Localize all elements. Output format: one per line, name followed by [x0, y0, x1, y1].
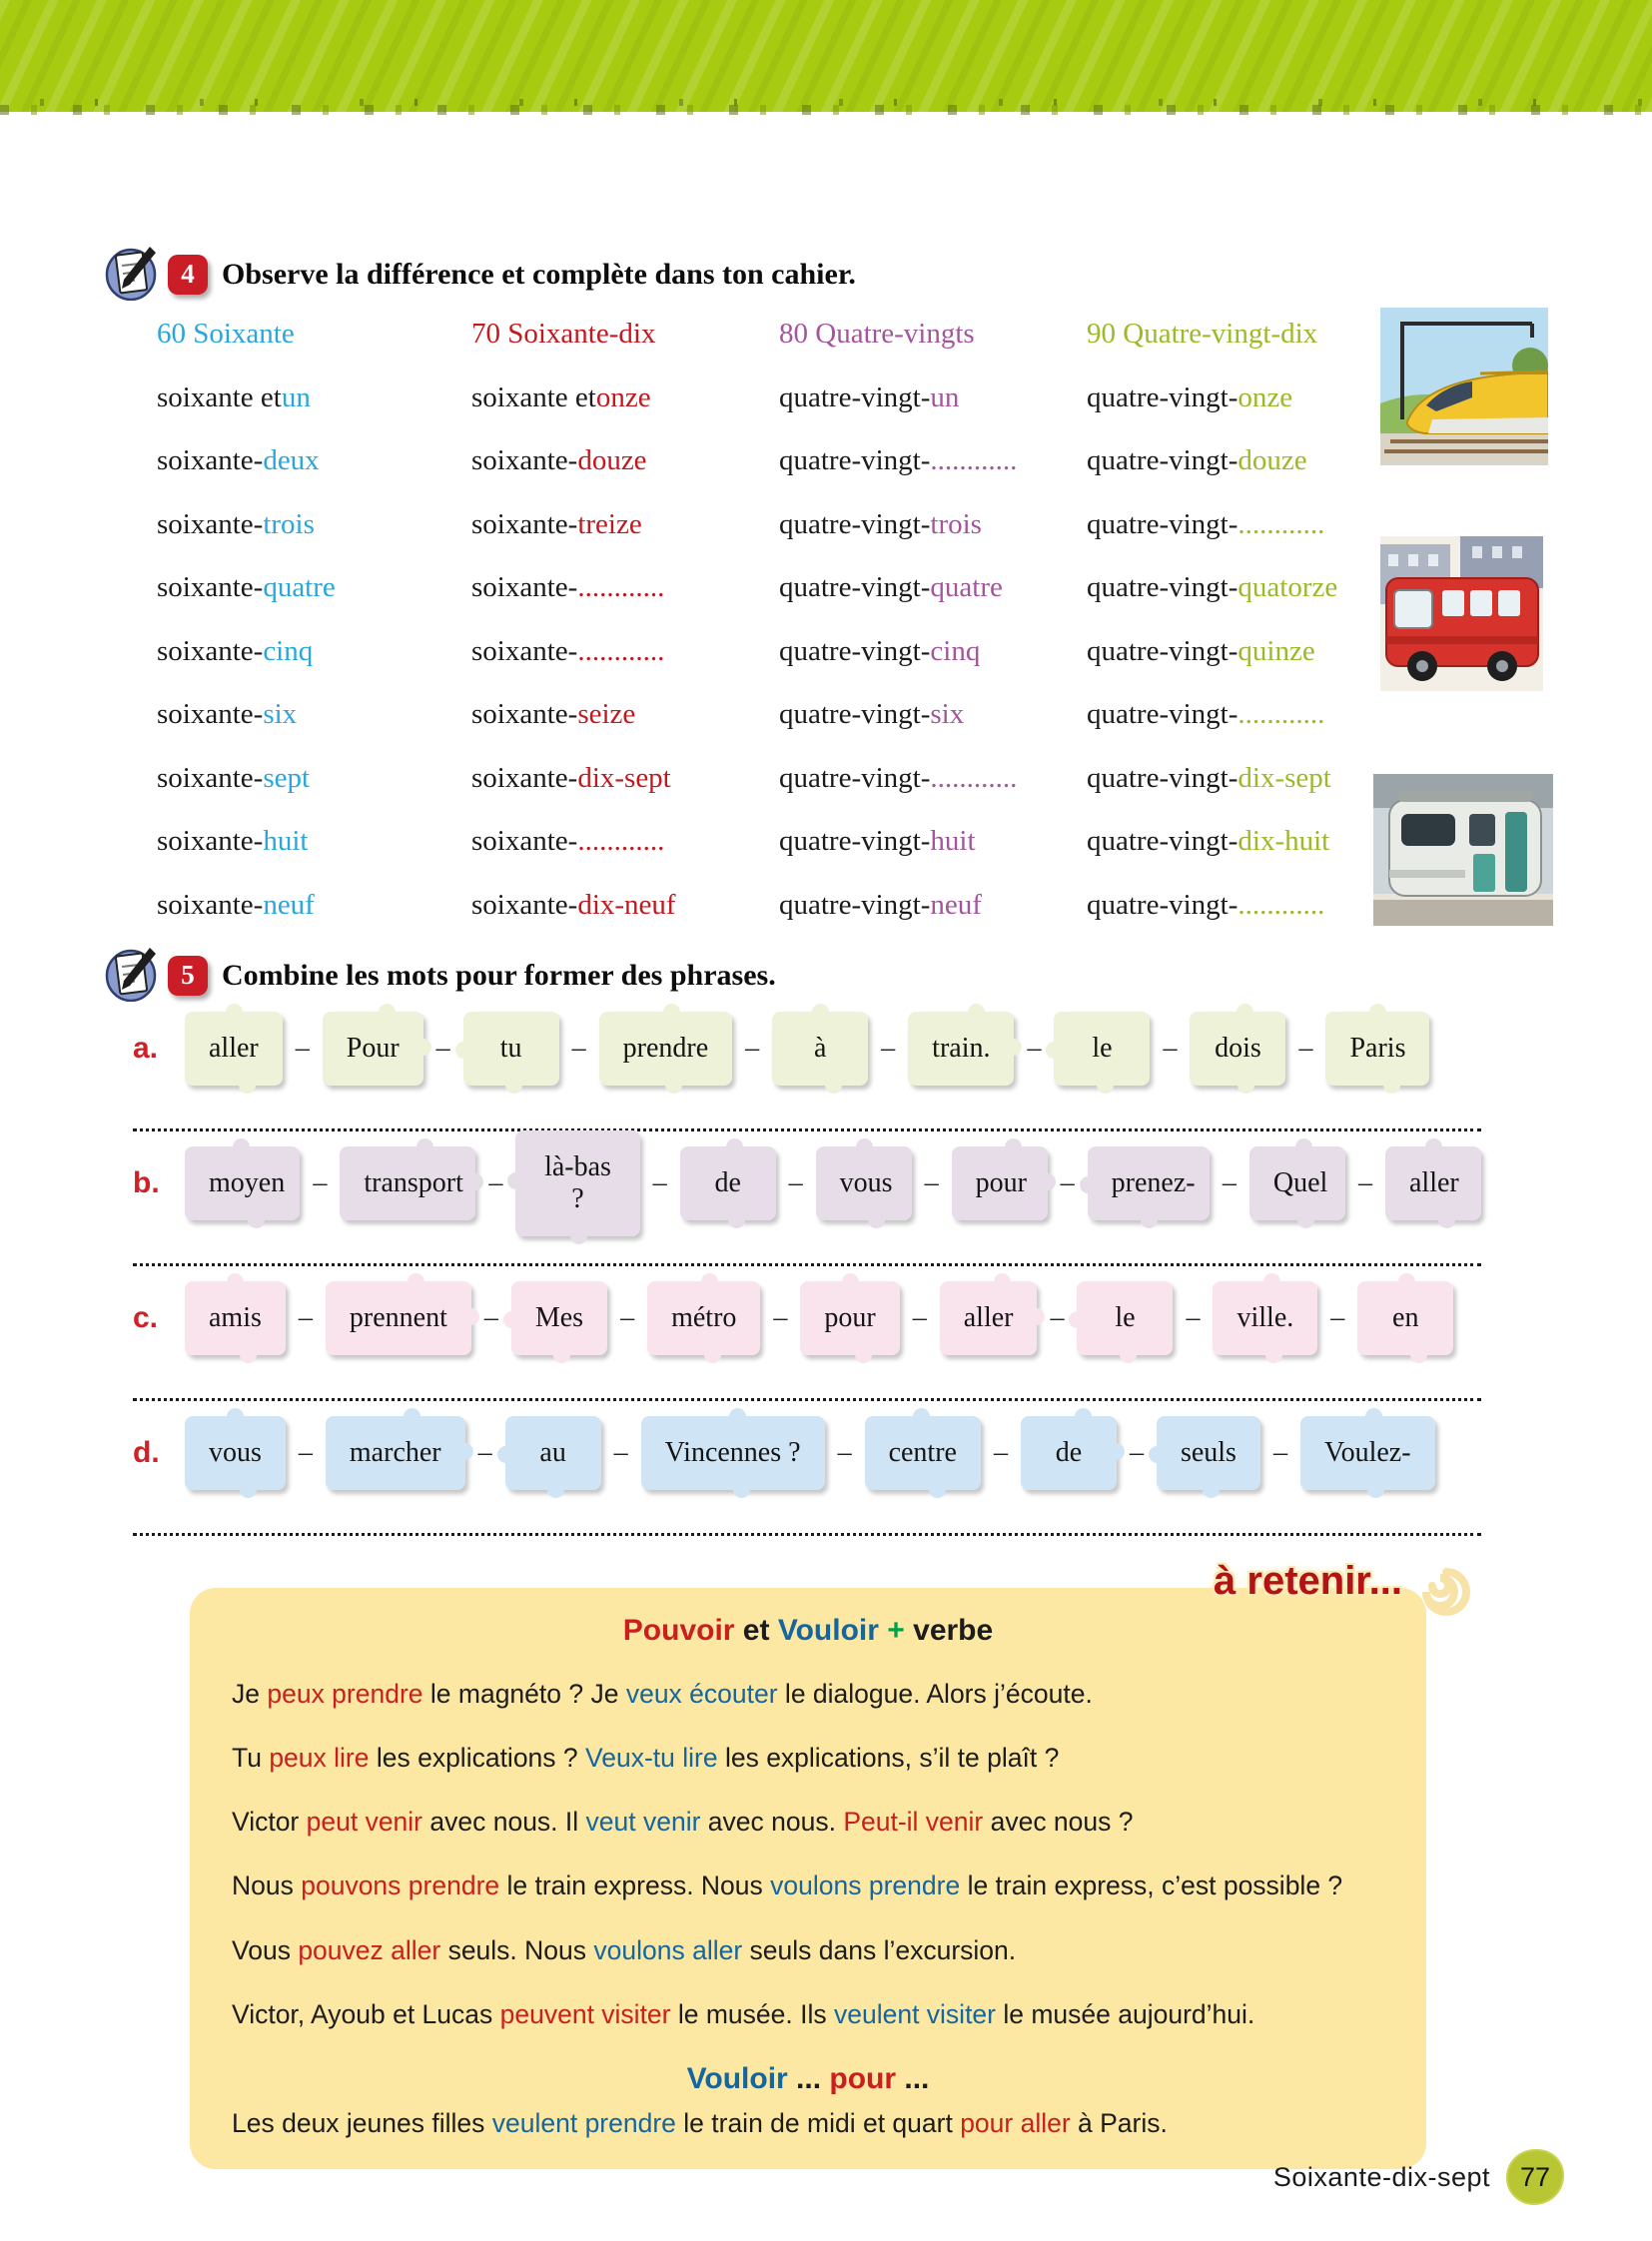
puzzle-piece: pour [800, 1281, 899, 1355]
text-segment: avec nous ? [983, 1807, 1134, 1838]
text-segment: seuls dans l’excursion. [742, 1934, 1017, 1965]
text-segment: Peut-il venir [843, 1807, 984, 1838]
number-suffix: douze [1238, 444, 1307, 477]
page-footer [1273, 2149, 1564, 2205]
word-separator: – [298, 1302, 313, 1333]
text-segment: les explications ? [369, 1743, 586, 1774]
exercise4-title: Observe la différence et complète dans ton cahier. [222, 257, 856, 291]
text-segment: pouvons prendre [301, 1870, 500, 1901]
number-prefix: soixante- [157, 444, 264, 477]
number-suffix: quatorze [1238, 571, 1338, 604]
number-cell [157, 429, 471, 493]
text-segment: peut venir [306, 1807, 423, 1838]
example-sentence [232, 1806, 1384, 1839]
notebook-pencil-icon [104, 243, 160, 306]
puzzle-piece: aller [1385, 1146, 1481, 1220]
number-prefix: quatre-vingt- [779, 888, 931, 921]
number-prefix: soixante- [157, 698, 264, 731]
number-suffix: ............ [1238, 698, 1325, 731]
word-separator: – [1222, 1167, 1237, 1198]
exercise5-header [104, 944, 776, 1007]
puzzle-piece: Voulez- [1300, 1416, 1435, 1490]
number-cell [779, 874, 1087, 938]
number-cell [1087, 556, 1396, 620]
text-segment: à Paris. [1070, 2107, 1168, 2138]
word-separator: – [1129, 1437, 1144, 1468]
puzzle-rows [133, 999, 1481, 1538]
number-prefix: quatre-vingt- [779, 380, 931, 413]
number-prefix: soixante- [157, 825, 264, 858]
numbers-column [779, 303, 1087, 937]
puzzle-piece: à [772, 1012, 868, 1086]
example-sentence [232, 1934, 1384, 1967]
number-prefix: soixante- [471, 444, 578, 477]
number-cell [779, 556, 1087, 620]
number-suffix: dix-sept [577, 761, 671, 794]
number-suffix: ............ [577, 825, 665, 858]
word-separator: – [1060, 1167, 1075, 1198]
number-prefix: quatre-vingt- [1087, 888, 1239, 921]
text-segment: Nous [232, 1870, 302, 1901]
number-prefix: soixante- [157, 761, 264, 794]
text-segment: avec nous. Il [422, 1807, 586, 1838]
number-prefix: quatre-vingt- [779, 634, 931, 667]
word-separator: – [788, 1167, 803, 1198]
word-separator: – [1358, 1167, 1372, 1198]
numbers-column-header: 60 Soixante [157, 318, 295, 351]
number-prefix: quatre-vingt- [779, 825, 931, 858]
number-cell [471, 874, 779, 938]
rule-examples [232, 1678, 1384, 2031]
number-prefix: quatre-vingt- [1087, 507, 1239, 540]
text-segment: veut venir [585, 1807, 701, 1838]
puzzle-piece: de [1021, 1416, 1117, 1490]
puzzle-piece: prendre [599, 1012, 733, 1086]
number-prefix: quatre-vingt- [1087, 380, 1239, 413]
numbers-column-header: 70 Soixante-dix [471, 318, 656, 351]
exercise4-header [104, 243, 856, 306]
number-suffix: un [930, 380, 960, 413]
puzzle-piece: vous [185, 1416, 286, 1490]
number-suffix: quatre [263, 571, 336, 604]
number-suffix: huit [263, 825, 309, 858]
puzzle-row-label: d. [133, 1436, 160, 1469]
number-suffix: douze [577, 444, 647, 477]
number-prefix: quatre-vingt- [1087, 761, 1239, 794]
number-suffix: ............ [577, 571, 665, 604]
text-segment: verbe [913, 1614, 994, 1647]
number-suffix: seize [577, 698, 636, 731]
puzzle-piece: seuls [1157, 1416, 1260, 1490]
number-cell [157, 556, 471, 620]
puzzle-row-label: c. [133, 1301, 159, 1334]
text-segment: Tu [232, 1743, 270, 1774]
number-cell [1087, 747, 1396, 811]
text-segment: le musée. Ils [670, 1998, 834, 2029]
word-separator: – [993, 1437, 1008, 1468]
train-illustration [1380, 308, 1548, 470]
number-suffix: sept [263, 761, 311, 794]
number-prefix: quatre-vingt- [779, 507, 931, 540]
number-suffix: huit [930, 825, 976, 858]
puzzle-piece: prenez- [1088, 1146, 1210, 1220]
number-cell [471, 810, 779, 874]
number-prefix: soixante- [471, 634, 578, 667]
number-cell [471, 747, 779, 811]
number-prefix: soixante- [471, 698, 578, 731]
number-cell [779, 810, 1087, 874]
number-cell [779, 367, 1087, 430]
example-sentence [232, 1869, 1384, 1902]
puzzle-row-label: a. [133, 1032, 159, 1065]
number-prefix: quatre-vingt- [1087, 571, 1239, 604]
number-cell [779, 620, 1087, 684]
number-cell [779, 683, 1087, 747]
number-suffix: six [263, 698, 298, 731]
numbers-column [157, 303, 471, 937]
number-prefix: quatre-vingt- [779, 698, 931, 731]
puzzle-piece: le [1077, 1281, 1173, 1355]
number-suffix: neuf [263, 888, 315, 921]
text-segment: le musée aujourd’hui. [996, 1998, 1255, 2029]
rule-final-example [232, 2108, 1384, 2139]
grammar-rule-box [190, 1588, 1426, 2169]
puzzle-row-b [133, 1133, 1481, 1233]
metro-illustration [1373, 774, 1553, 931]
puzzle-row-c [133, 1268, 1481, 1368]
word-separator: – [1330, 1302, 1345, 1333]
word-separator: – [1186, 1302, 1201, 1333]
number-prefix: soixante- [471, 888, 578, 921]
exercise5-title: Combine les mots pour former des phrases. [222, 958, 776, 992]
puzzle-piece: Vincennes ? [641, 1416, 825, 1490]
number-prefix: quatre-vingt- [779, 444, 931, 477]
puzzle-piece: aller [940, 1281, 1038, 1355]
text-segment: veulent prendre [491, 2107, 676, 2138]
numbers-table [157, 303, 1396, 937]
word-separator: – [477, 1437, 492, 1468]
puzzle-piece: prennent [326, 1281, 471, 1355]
number-cell [779, 493, 1087, 557]
number-prefix: soixante- [157, 571, 264, 604]
number-suffix: quatre [930, 571, 1003, 604]
word-separator: – [298, 1437, 313, 1468]
puzzle-piece: amis [185, 1281, 286, 1355]
text-segment: le train de midi et quart [675, 2107, 961, 2138]
answer-dotted-line [133, 1398, 1481, 1401]
number-cell [471, 493, 779, 557]
text-segment: peuvent visiter [499, 1998, 671, 2029]
puzzle-piece: de [680, 1146, 776, 1220]
word-separator: – [1163, 1033, 1178, 1064]
number-prefix: quatre-vingt- [1087, 444, 1239, 477]
number-suffix: ............ [1238, 507, 1325, 540]
number-cell [471, 429, 779, 493]
text-segment: Vouloir [777, 1614, 879, 1647]
a-retenir-callout [1039, 1536, 1478, 1627]
text-segment: ... [896, 2061, 930, 2095]
text-segment: peux lire [269, 1743, 370, 1774]
rule-subtitle [232, 2062, 1384, 2096]
text-segment: Vouloir [686, 2061, 788, 2095]
puzzle-piece: train. [908, 1012, 1014, 1086]
text-segment: Vous [232, 1934, 299, 1965]
number-prefix: soixante- [157, 634, 264, 667]
number-suffix: cinq [930, 634, 981, 667]
number-cell [157, 874, 471, 938]
number-prefix: soixante- [471, 825, 578, 858]
number-prefix: quatre-vingt- [1087, 698, 1239, 731]
number-suffix: onze [1238, 380, 1293, 413]
numbers-column-header: 80 Quatre-vingts [779, 318, 975, 351]
word-separator: – [912, 1302, 927, 1333]
number-cell [1087, 620, 1396, 684]
text-segment: et [734, 1614, 778, 1647]
number-cell [157, 683, 471, 747]
text-segment: veulent visiter [833, 1998, 996, 2029]
number-prefix: quatre-vingt- [779, 571, 931, 604]
text-segment: voulons prendre [770, 1870, 961, 1901]
a-retenir-label: à retenir... [1214, 1559, 1402, 1603]
puzzle-piece: Pour [323, 1012, 423, 1086]
number-cell [1087, 429, 1396, 493]
number-prefix: soixante- [471, 571, 578, 604]
puzzle-piece: métro [647, 1281, 760, 1355]
number-suffix: trois [930, 507, 982, 540]
puzzle-row-a [133, 999, 1481, 1099]
example-sentence [232, 1742, 1384, 1775]
number-cell [1087, 367, 1396, 430]
text-segment: + [878, 1614, 914, 1647]
number-suffix: dix-neuf [577, 888, 676, 921]
number-cell [779, 429, 1087, 493]
swirl-icon [1408, 1558, 1478, 1627]
word-separator: – [483, 1302, 498, 1333]
number-cell [157, 810, 471, 874]
example-sentence [232, 1998, 1384, 2031]
puzzle-piece: au [505, 1416, 601, 1490]
puzzle-piece: Mes [511, 1281, 607, 1355]
number-suffix: deux [263, 444, 320, 477]
puzzle-piece: transport [340, 1146, 475, 1220]
decorative-green-banner [0, 0, 1652, 112]
number-suffix: ............ [930, 761, 1018, 794]
number-cell [1087, 493, 1396, 557]
word-separator: – [313, 1167, 328, 1198]
number-suffix: ............ [577, 634, 665, 667]
puzzle-piece: dois [1190, 1012, 1285, 1086]
number-suffix: un [281, 380, 311, 413]
number-cell [1087, 810, 1396, 874]
text-segment: les explications, s’il te plaît ? [717, 1743, 1060, 1774]
puzzle-piece: tu [463, 1012, 559, 1086]
number-suffix: quinze [1238, 634, 1315, 667]
text-segment: veux écouter [625, 1679, 778, 1709]
word-separator: – [1027, 1033, 1042, 1064]
notebook-pencil-icon [104, 944, 160, 1007]
number-suffix: ............ [930, 444, 1018, 477]
number-cell [1087, 683, 1396, 747]
text-segment: le train express. Nous [499, 1870, 771, 1901]
text-segment: pour aller [960, 2107, 1071, 2138]
answer-dotted-line [133, 1263, 1481, 1266]
text-segment: ... [787, 2061, 830, 2095]
number-cell [471, 683, 779, 747]
answer-dotted-line [133, 1128, 1481, 1131]
number-prefix: soixante- [157, 507, 264, 540]
text-segment: le magnéto ? Je [422, 1679, 626, 1709]
puzzle-piece: ville. [1213, 1281, 1317, 1355]
puzzle-piece: aller [185, 1012, 283, 1086]
puzzle-piece: marcher [326, 1416, 465, 1490]
text-segment: Victor, Ayoub et Lucas [232, 1998, 500, 2029]
text-segment: le train express, c’est possible ? [960, 1870, 1343, 1901]
puzzle-piece: en [1357, 1281, 1453, 1355]
word-separator: – [837, 1437, 852, 1468]
number-cell [157, 367, 471, 430]
numbers-column [471, 303, 779, 937]
number-prefix: soixante et [157, 380, 282, 413]
bus-illustration [1380, 536, 1543, 696]
number-cell [157, 620, 471, 684]
number-suffix: neuf [930, 888, 982, 921]
text-segment: peux prendre [267, 1679, 423, 1709]
text-segment: Les deux jeunes filles [232, 2107, 492, 2138]
number-prefix: quatre-vingt- [1087, 634, 1239, 667]
word-separator: – [1050, 1302, 1065, 1333]
puzzle-row-label: b. [133, 1166, 160, 1199]
word-separator: – [881, 1033, 896, 1064]
number-cell [471, 367, 779, 430]
number-cell [471, 620, 779, 684]
number-prefix: soixante- [157, 888, 264, 921]
word-separator: – [1298, 1033, 1313, 1064]
number-suffix: dix-huit [1238, 825, 1330, 858]
text-segment: avec nous. [700, 1807, 844, 1838]
exercise5-number-badge: 5 [168, 956, 208, 996]
word-separator: – [571, 1033, 586, 1064]
text-segment: le dialogue. Alors j’écoute. [777, 1679, 1093, 1709]
text-segment: pouvez aller [298, 1934, 441, 1965]
word-separator: – [488, 1167, 503, 1198]
word-separator: – [745, 1033, 760, 1064]
number-suffix: six [930, 698, 965, 731]
word-separator: – [620, 1302, 635, 1333]
text-segment: voulons aller [593, 1934, 743, 1965]
word-separator: – [435, 1033, 450, 1064]
word-separator: – [924, 1167, 939, 1198]
word-separator: – [773, 1302, 788, 1333]
text-segment: seuls. Nous [440, 1934, 594, 1965]
number-suffix: cinq [263, 634, 314, 667]
puzzle-piece: pour [952, 1146, 1048, 1220]
number-prefix: quatre-vingt- [1087, 825, 1239, 858]
number-cell [1087, 874, 1396, 938]
number-cell [157, 747, 471, 811]
word-separator: – [295, 1033, 310, 1064]
page-name: Soixante-dix-sept [1272, 2161, 1490, 2192]
number-suffix: dix-sept [1238, 761, 1331, 794]
number-prefix: soixante et [471, 380, 596, 413]
puzzle-row-d [133, 1403, 1481, 1503]
puzzle-piece: Paris [1325, 1012, 1429, 1086]
puzzle-piece: vous [816, 1146, 912, 1220]
numbers-column [1087, 303, 1396, 937]
exercise4-number-badge: 4 [168, 255, 208, 295]
puzzle-piece: là-bas ? [515, 1130, 639, 1236]
example-sentence [232, 1678, 1384, 1711]
page-number-badge: 77 [1506, 2149, 1564, 2205]
text-segment: Je [232, 1679, 268, 1709]
number-prefix: soixante- [471, 761, 578, 794]
puzzle-piece: centre [865, 1416, 981, 1490]
number-prefix: quatre-vingt- [779, 761, 931, 794]
number-suffix: onze [595, 380, 651, 413]
text-segment: pour [829, 2061, 897, 2095]
text-segment: Pouvoir [622, 1614, 735, 1647]
word-separator: – [613, 1437, 628, 1468]
puzzle-piece: moyen [185, 1146, 300, 1220]
number-cell [471, 556, 779, 620]
word-separator: – [1272, 1437, 1287, 1468]
number-suffix: ............ [1238, 888, 1325, 921]
number-suffix: treize [577, 507, 642, 540]
number-cell [779, 747, 1087, 811]
numbers-column-header: 90 Quatre-vingt-dix [1087, 318, 1318, 351]
text-segment: Victor [232, 1807, 307, 1838]
puzzle-piece: Quel [1249, 1146, 1345, 1220]
number-cell [157, 493, 471, 557]
puzzle-piece: le [1054, 1012, 1150, 1086]
number-suffix: trois [263, 507, 315, 540]
word-separator: – [652, 1167, 667, 1198]
number-prefix: soixante- [471, 507, 578, 540]
text-segment: Veux-tu lire [585, 1743, 718, 1774]
